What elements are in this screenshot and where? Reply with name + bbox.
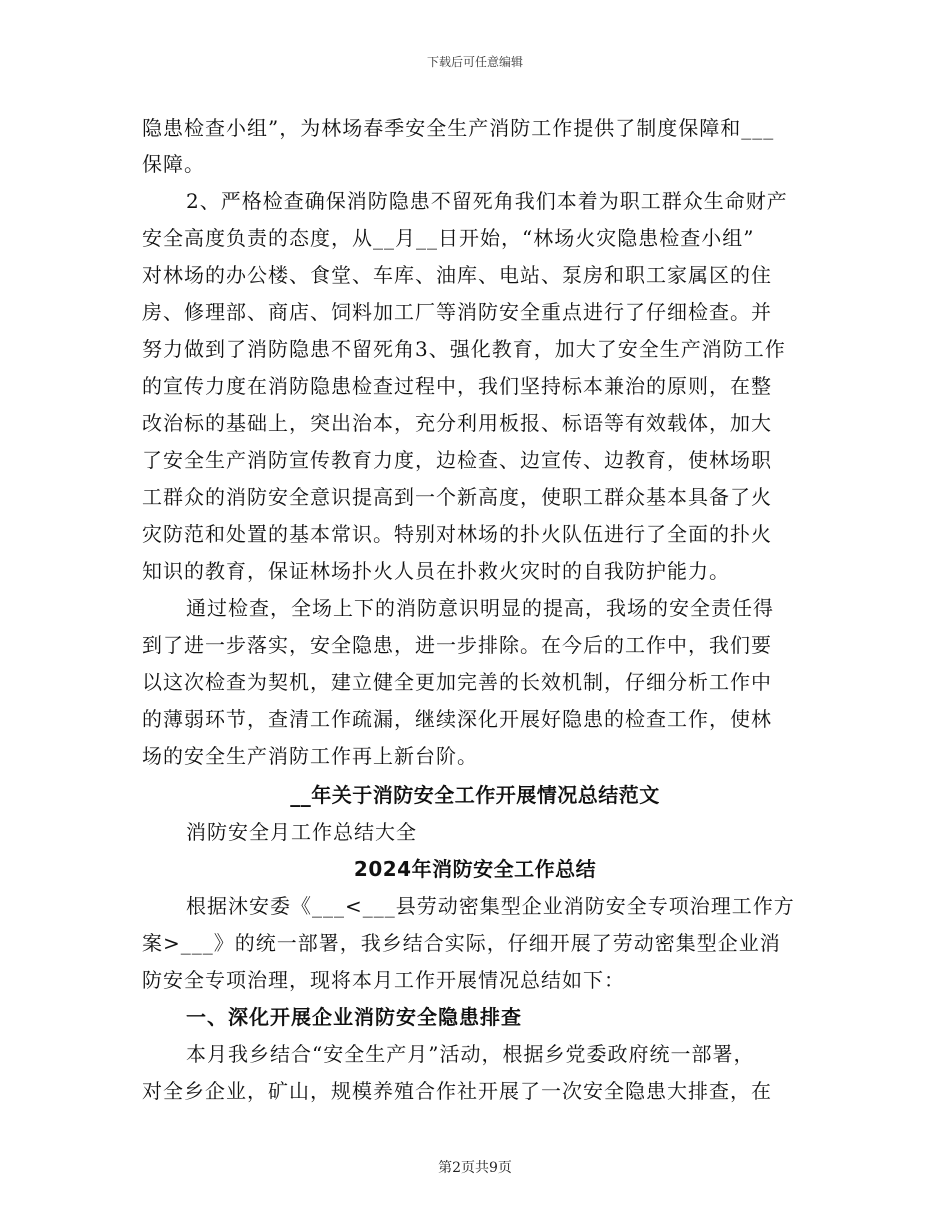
text-line: 以这次检查为契机，建立健全更加完善的长效机制，仔细分析工作中 <box>142 670 772 694</box>
text-line: 房、修理部、商店、饲料加工厂等消防安全重点进行了仔细检查。并 <box>142 300 772 324</box>
text-line: 通过检查，全场上下的消防意识明显的提高，我场的安全责任得 <box>186 596 774 620</box>
text-line: 安全高度负责的态度，从__月__日开始，“林场火灾隐患检查小组” <box>142 226 755 250</box>
text-line: 案>___》的统一部署，我乡结合实际，仔细开展了劳动密集型企业消 <box>142 931 781 955</box>
page-header-note: 下载后可任意编辑 <box>426 55 523 69</box>
text-line: 的宣传力度在消防隐患检查过程中，我们坚持标本兼治的原则，在整 <box>142 374 772 398</box>
section-heading: 一、深化开展企业消防安全隐患排查 <box>186 1005 522 1029</box>
text-line: 灾防范和处置的基本常识。特别对林场的扑火队伍进行了全面的扑火 <box>142 522 772 546</box>
text-line: 到了进一步落实，安全隐患，进一步排除。在今后的工作中，我们要 <box>142 633 772 657</box>
text-line: 对全乡企业，矿山，规模养殖合作社开展了一次安全隐患大排查，在 <box>142 1079 772 1103</box>
text-line: 防安全专项治理，现将本月工作开展情况总结如下： <box>142 968 625 992</box>
text-line: 场的安全生产消防工作再上新台阶。 <box>142 744 478 768</box>
section-title: __年关于消防安全工作开展情况总结范文 <box>290 783 660 807</box>
text-line: 消防安全月工作总结大全 <box>186 820 417 844</box>
text-line: 2、严格检查确保消防隐患不留死角我们本着为职工群众生命财产 <box>186 189 788 213</box>
document-title: 2024年消防安全工作总结 <box>353 857 597 881</box>
text-line: 保障。 <box>142 152 205 176</box>
text-line: 对林场的办公楼、食堂、车库、油库、电站、泵房和职工家属区的住 <box>142 263 772 287</box>
text-line: 改治标的基础上，突出治本，充分利用板报、标语等有效载体，加大 <box>142 411 772 435</box>
text-line: 了安全生产消防宣传教育力度，边检查、边宣传、边教育，使林场职 <box>142 448 772 472</box>
text-line: 努力做到了消防隐患不留死角3、强化教育，加大了安全生产消防工作 <box>142 337 786 361</box>
text-line: 隐患检查小组”，为林场春季安全生产消防工作提供了制度保障和___ <box>142 116 775 140</box>
text-line: 根据沐安委《___<___县劳动密集型企业消防安全专项治理工作方 <box>186 894 795 918</box>
text-line: 的薄弱环节，查清工作疏漏，继续深化开展好隐患的检查工作，使林 <box>142 707 772 731</box>
text-line: 工群众的消防安全意识提高到一个新高度，使职工群众基本具备了火 <box>142 485 772 509</box>
text-line: 本月我乡结合“安全生产月”活动，根据乡党委政府统一部署， <box>186 1042 755 1066</box>
text-line: 知识的教育，保证林场扑火人员在扑救火灾时的自我防护能力。 <box>142 559 730 583</box>
page-number: 第2页共9页 <box>438 1160 512 1176</box>
